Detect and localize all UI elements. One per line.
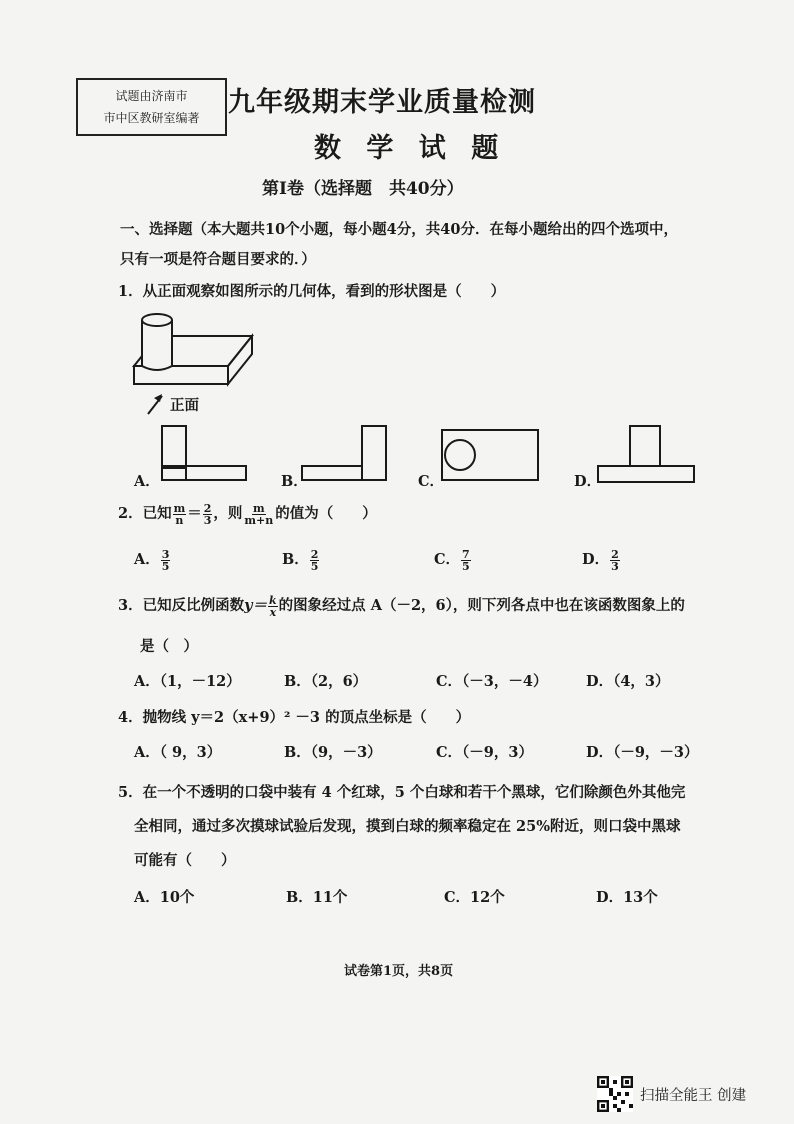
q2-frac1-num: m <box>173 501 186 515</box>
q1-option-b-label: B． <box>281 473 308 490</box>
q2-option-b-label: B． <box>282 551 309 568</box>
q3-frac-den: x <box>269 605 277 619</box>
q1-stem: 1．从正面观察如图所示的几何体，看到的形状图是（ ） <box>118 283 506 300</box>
q2-option-a <box>134 548 171 572</box>
q2-frac3-num: m <box>253 501 265 515</box>
q2-frac2-num: 2 <box>203 501 212 515</box>
q2-option-a-den: 5 <box>161 559 170 573</box>
q1-option-a-label: A． <box>134 473 160 490</box>
q2-eq: ＝ <box>187 505 202 522</box>
q1-option-d-shape <box>596 424 696 486</box>
q1-option-d-label: D． <box>574 473 602 490</box>
q2-option-b <box>282 548 320 572</box>
q4-stem: 4．抛物线 y＝2（x+9）² －3 的顶点坐标是（ ） <box>118 709 471 726</box>
q3-pre: 3．已知反比例函数 <box>118 597 245 614</box>
q4-option-a: A．（ 9，3） <box>134 744 222 761</box>
q2-option-c-den: 5 <box>462 559 470 573</box>
editor-stamp <box>76 78 227 136</box>
q2-option-d <box>582 548 621 572</box>
q2-frac1-den: n <box>175 513 184 527</box>
q2-option-b-num: 2 <box>310 547 319 561</box>
q5-stem <box>118 776 738 878</box>
q1-option-b-shape <box>300 424 390 484</box>
q3-frac-k-x <box>268 595 278 618</box>
q2-pre: 2．已知 <box>118 505 172 522</box>
q2-post: 的值为（ ） <box>275 505 377 522</box>
q2-option-d-den: 3 <box>611 559 619 573</box>
q2-option-d-num: 2 <box>611 547 619 561</box>
q2-stem <box>118 502 377 526</box>
q1-front-label: 正面 <box>170 397 199 414</box>
section-line-2: 只有一项是符合题目要求的．） <box>120 251 316 268</box>
q3-stem <box>118 594 685 618</box>
q4-option-d: D．（－9，－3） <box>586 744 699 761</box>
qr-code-icon <box>597 1076 633 1112</box>
q5-line-3: 可能有（ ） <box>134 852 236 869</box>
q5-option-c: C．12个 <box>444 889 505 906</box>
q2-frac3-den: m+n <box>244 513 274 527</box>
q3-option-a: A．（1，－12） <box>134 673 241 690</box>
q3-option-b: B．（2，6） <box>284 673 368 690</box>
page-footer: 试卷第1页，共8页 <box>344 964 454 979</box>
q1-option-c-label: C． <box>418 473 445 490</box>
q2-option-c-label: C． <box>434 551 461 568</box>
q3-option-d: D．（4，3） <box>586 673 670 690</box>
q5-option-a: A．10个 <box>134 889 195 906</box>
q2-option-c <box>434 548 472 572</box>
q2-frac-2-3 <box>203 503 213 526</box>
q2-option-c-num: 7 <box>462 547 470 561</box>
q5-option-b: B．11个 <box>286 889 348 906</box>
scanner-watermark: 扫描全能王 创建 <box>640 1088 747 1104</box>
q2-frac-m-n <box>173 503 187 526</box>
q2-option-b-den: 5 <box>310 559 319 573</box>
volume-heading: 第Ⅰ卷（选择题 共40分） <box>262 179 464 199</box>
q5-option-d: D．13个 <box>596 889 658 906</box>
q3-post: 的图象经过点 A（－2，6），则下列各点中也在该函数图象上的 <box>278 597 685 614</box>
q3-y: y＝ <box>244 597 268 614</box>
section-instructions <box>120 215 720 275</box>
q2-frac-m-mn <box>243 503 274 526</box>
stamp-line-2: 市中区教研室编著 <box>103 111 200 125</box>
q4-option-b: B．（9，－3） <box>284 744 382 761</box>
q2-option-d-label: D． <box>582 551 610 568</box>
q5-line-1: 5．在一个不透明的口袋中装有 4 个红球，5 个白球和若干个黑球，它们除颜色外其他完 <box>118 784 686 801</box>
q5-line-2: 全相同，通过多次摸球试验后发现，摸到白球的频率稳定在 25%附近，则口袋中黑球 <box>134 818 681 835</box>
q1-option-a-shape <box>160 424 250 484</box>
q4-option-c: C．（－9，3） <box>436 744 533 761</box>
q1-option-c-shape <box>440 428 540 484</box>
q3-frac-num: k <box>269 593 277 607</box>
q2-mid: ，则 <box>213 505 243 522</box>
stamp-line-1: 试题由济南市 <box>115 89 188 103</box>
q2-option-a-num: 3 <box>161 547 170 561</box>
q3-option-c: C．（－3，－4） <box>436 673 548 690</box>
exam-title: 九年级期末学业质量检测 <box>228 87 536 118</box>
section-line-1: 一、选择题（本大题共10个小题，每小题4分，共40分．在每小题给出的四个选项中， <box>120 221 678 238</box>
q3-line-2: 是（ ） <box>140 638 198 655</box>
exam-subject: 数 学 试 题 <box>314 133 507 164</box>
q2-option-a-label: A． <box>134 551 160 568</box>
q2-frac2-den: 3 <box>203 513 212 527</box>
